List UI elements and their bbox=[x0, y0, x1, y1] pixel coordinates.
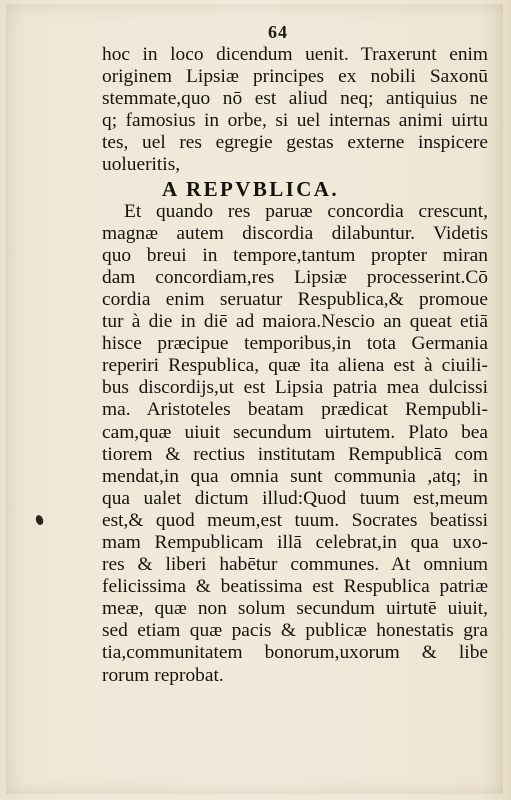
text-line: cam,quæ uiuit secundum uirtutem. Plato bea bbox=[102, 421, 488, 443]
text-line: reperiri Respublica, quæ ita aliena est à ciuili- bbox=[102, 355, 488, 377]
text-line: est,& quod meum,est tuum. Socrates beatissi bbox=[102, 509, 488, 531]
text-line: mam Rempublicam illā celebrat,in qua uxo- bbox=[102, 531, 488, 553]
text-line: magnæ autem discordia dilabuntur. Videtis bbox=[102, 222, 488, 244]
text-line: stemmate,quo nō est aliud neq; antiquius ne bbox=[102, 88, 488, 110]
text-line: Et quando res paruæ concordia crescunt, bbox=[124, 200, 488, 222]
ink-blot bbox=[35, 514, 45, 526]
text-line: dam concordiam,res Lipsiæ processerint.Cō bbox=[102, 266, 488, 288]
text-line: qua ualet dictum illud:Quod tuum est,meum bbox=[102, 487, 488, 509]
section-heading: A REPVBLICA. bbox=[162, 176, 339, 201]
text-line: q; famosius in orbe, si uel internas animi uirtu bbox=[102, 110, 488, 132]
text-line: cordia enim seruatur Respublica,& promoue bbox=[102, 288, 488, 310]
text-block bbox=[102, 44, 488, 687]
text-line: tes, uel res egregie gestas externe inspicere bbox=[102, 132, 488, 154]
text-line: bus discordijs,ut est Lipsia patria mea dulcissi bbox=[102, 377, 488, 399]
text-line: mendat,in qua omnia sunt communia ,atq; in bbox=[102, 465, 488, 487]
text-line: quo breui in tempore,tantum propter miran bbox=[102, 244, 488, 266]
text-line: originem Lipsiæ principes ex nobili Saxonū bbox=[102, 66, 488, 88]
text-line: uolueritis, bbox=[102, 154, 181, 176]
text-line: hoc in loco dicendum uenit. Traxerunt enim bbox=[102, 44, 488, 65]
text-line: ma. Aristoteles beatam prædicat Rempubli- bbox=[102, 399, 488, 421]
page-number: 64 bbox=[268, 22, 288, 42]
text-line: res & liberi habētur communes. At omnium bbox=[102, 554, 488, 576]
text-line: meæ, quæ non solum secundum uirtutē uiuit, bbox=[102, 598, 488, 620]
text-line: felicissima & beatissima est Respublica patriæ bbox=[102, 576, 488, 598]
text-line: rorum reprobat. bbox=[102, 664, 224, 686]
text-line: hisce præcipue temporibus,in tota Germania bbox=[102, 333, 488, 355]
text-line: tiorem & rectius institutam Rempublicā com bbox=[102, 443, 488, 465]
text-line: sed etiam quæ pacis & publicæ honestatis gra bbox=[102, 620, 488, 642]
text-line: tur à die in diē ad maiora.Nescio an queat etiā bbox=[102, 311, 488, 333]
text-line: tia,communitatem bonorum,uxorum & libe bbox=[102, 642, 488, 664]
